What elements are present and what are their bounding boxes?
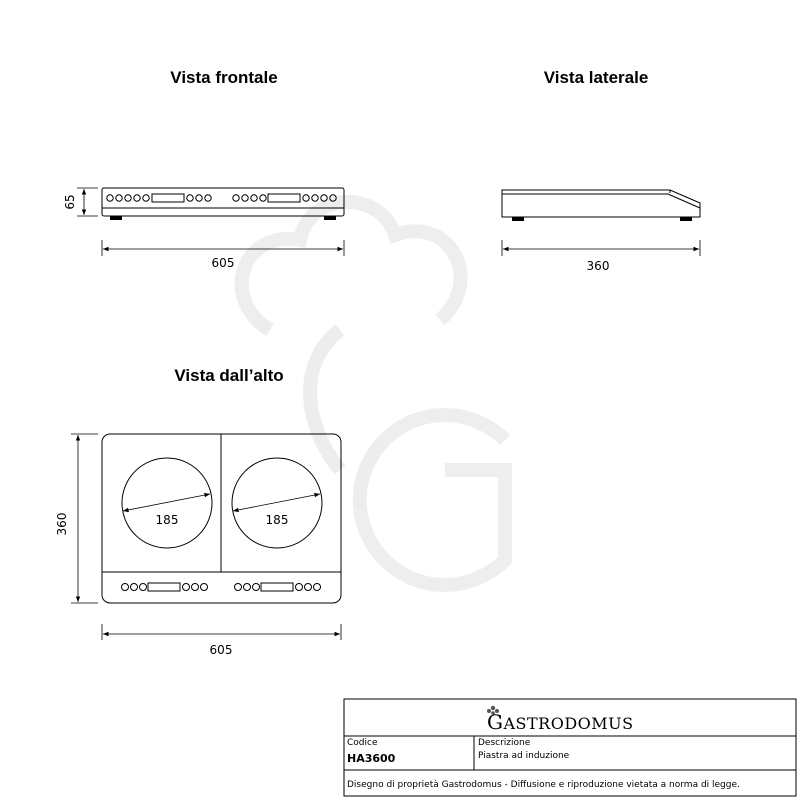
- side-depth-label: 360: [586, 259, 610, 273]
- brand-rest: ASTRODOMUS: [503, 714, 634, 733]
- side-depth-dimension: [502, 240, 700, 256]
- brand-initial: G: [487, 710, 504, 734]
- top-depth-label: 360: [55, 512, 69, 536]
- top-view-title: Vista dall’alto: [174, 366, 284, 385]
- side-view-feet: [512, 217, 692, 221]
- chef-hat-watermark-icon: [242, 202, 505, 585]
- front-height-dimension: [77, 188, 98, 216]
- front-view-title: Vista frontale: [170, 68, 278, 87]
- front-height-label: 65: [63, 194, 77, 210]
- zone-left-diameter-label: 185: [155, 513, 179, 527]
- top-width-label: 605: [209, 643, 233, 657]
- brand-logo-text: [487, 710, 634, 734]
- side-view-title: Vista laterale: [543, 68, 649, 87]
- description-label: Descrizione: [478, 738, 531, 748]
- zone-right-diameter-label: 185: [265, 513, 289, 527]
- code-label: Codice: [347, 738, 378, 748]
- front-width-dimension: [102, 240, 344, 256]
- side-view-drawing: [502, 190, 700, 217]
- top-view-drawing: [102, 434, 341, 603]
- top-depth-dimension: [71, 434, 98, 603]
- front-width-label: 605: [211, 256, 235, 270]
- ownership-notice: Disegno di proprietà Gastrodomus - Diffusione e riproduzione vietata a norma di legge.: [347, 780, 740, 790]
- code-value: HA3600: [347, 752, 396, 765]
- top-width-dimension: [102, 624, 341, 640]
- description-value: Piastra ad induzione: [478, 751, 570, 761]
